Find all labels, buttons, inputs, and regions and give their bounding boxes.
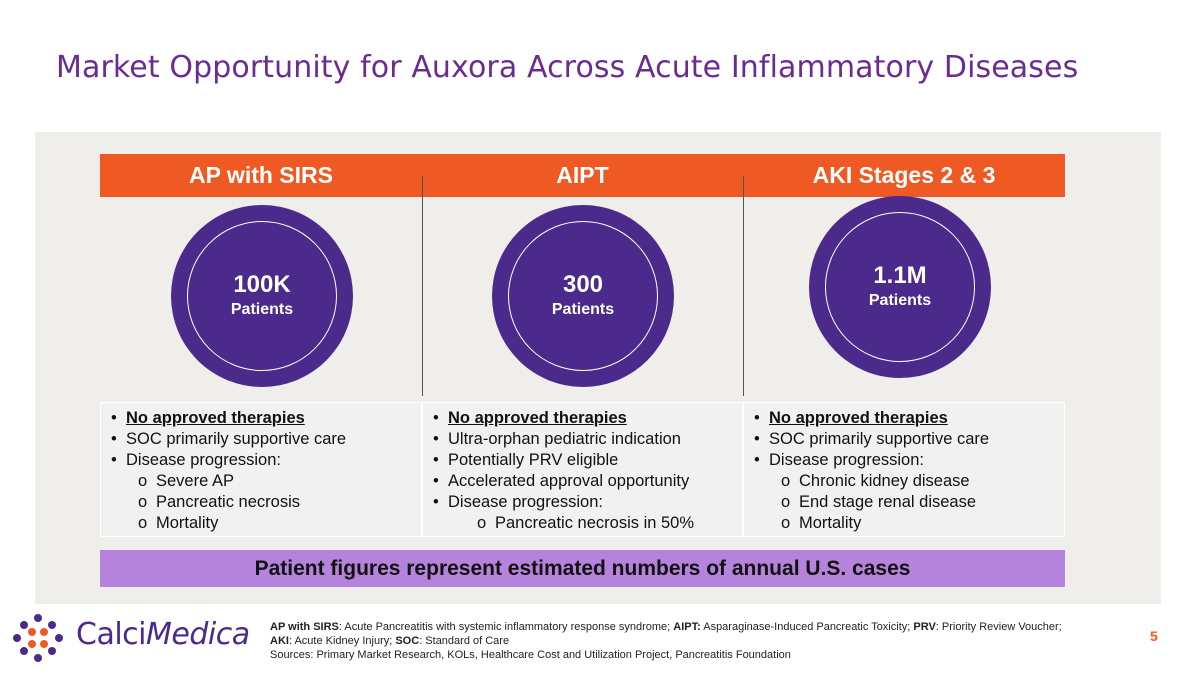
patient-count-circle-aipt bbox=[492, 205, 674, 387]
sub-bullet-item: o Pancreatic necrosis in 50% bbox=[477, 514, 695, 532]
column-header-aipt: AIPT bbox=[422, 154, 743, 197]
circle-inner-ring bbox=[187, 221, 337, 371]
bullet-item: • Disease progression: bbox=[111, 451, 281, 469]
logo-text-regular: Calci bbox=[76, 617, 146, 652]
footnote-sources: Sources: Primary Market Research, KOLs, Healthcare Cost and Utilization Project, Pancreatitis Foundation bbox=[270, 649, 791, 661]
bullet-item: • No approved therapies bbox=[111, 409, 305, 427]
column-header-aki: AKI Stages 2 & 3 bbox=[743, 154, 1065, 197]
bullet-item: • Potentially PRV eligible bbox=[433, 451, 619, 469]
patient-count-label: Patients bbox=[230, 301, 294, 318]
circle-inner-ring bbox=[508, 221, 658, 371]
bullet-item: • No approved therapies bbox=[433, 409, 627, 427]
sub-bullet-item: o Chronic kidney disease bbox=[781, 472, 970, 490]
patient-count-circle-aki bbox=[809, 196, 991, 378]
sub-bullet-item: o End stage renal disease bbox=[781, 493, 977, 511]
column-divider bbox=[743, 176, 744, 396]
sub-bullet-item: o Severe AP bbox=[138, 472, 234, 490]
bullet-item: • Disease progression: bbox=[754, 451, 924, 469]
patient-count-circle-ap-sirs bbox=[171, 205, 353, 387]
patient-count-label: Patients bbox=[868, 292, 932, 309]
patient-count: 100K bbox=[233, 271, 291, 298]
bullet-box-aki bbox=[743, 402, 1065, 537]
bullet-item: • Disease progression: bbox=[433, 493, 603, 511]
sub-bullet-item: o Mortality bbox=[781, 514, 862, 532]
page-number: 5 bbox=[1150, 628, 1158, 644]
footnote: AP with SIRS: Acute Pancreatitis with systemic inflammatory response syndrome; AIPT: Asparaginase-Induced Pancreatic Toxicity; PRV: Priority Review Voucher; AKI: Acute Kidney Injury; SOC: Standard of Care Sources: Primary Market Research, KOLs, Healthcare Cost and Utilization Project, Pancreatitis Foundation bbox=[270, 621, 1062, 661]
bullet-item: • Accelerated approval opportunity bbox=[433, 472, 690, 490]
summary-banner: Patient figures represent estimated numbers of annual U.S. cases bbox=[100, 550, 1065, 587]
bullet-item: • Ultra-orphan pediatric indication bbox=[433, 430, 681, 448]
slide-title: Market Opportunity for Auxora Across Acute Inflammatory Diseases bbox=[56, 50, 1079, 85]
column-header-ap-sirs: AP with SIRS bbox=[100, 154, 422, 197]
patient-count-label: Patients bbox=[551, 301, 615, 318]
bullet-item: • No approved therapies bbox=[754, 409, 948, 427]
logo-text-italic: Medica bbox=[146, 617, 250, 652]
sub-bullet-item: o Mortality bbox=[138, 514, 219, 532]
column-divider bbox=[422, 176, 423, 396]
company-logo-text bbox=[76, 617, 250, 652]
bullet-item: • SOC primarily supportive care bbox=[754, 430, 990, 448]
patient-count: 1.1M bbox=[873, 262, 927, 289]
circle-inner-ring bbox=[825, 212, 975, 362]
bullet-box-aipt bbox=[422, 402, 743, 537]
sub-bullet-item: o Pancreatic necrosis bbox=[138, 493, 300, 511]
bullet-box-ap-sirs bbox=[100, 402, 422, 537]
patient-count: 300 bbox=[562, 271, 604, 298]
bullet-item: • SOC primarily supportive care bbox=[111, 430, 347, 448]
